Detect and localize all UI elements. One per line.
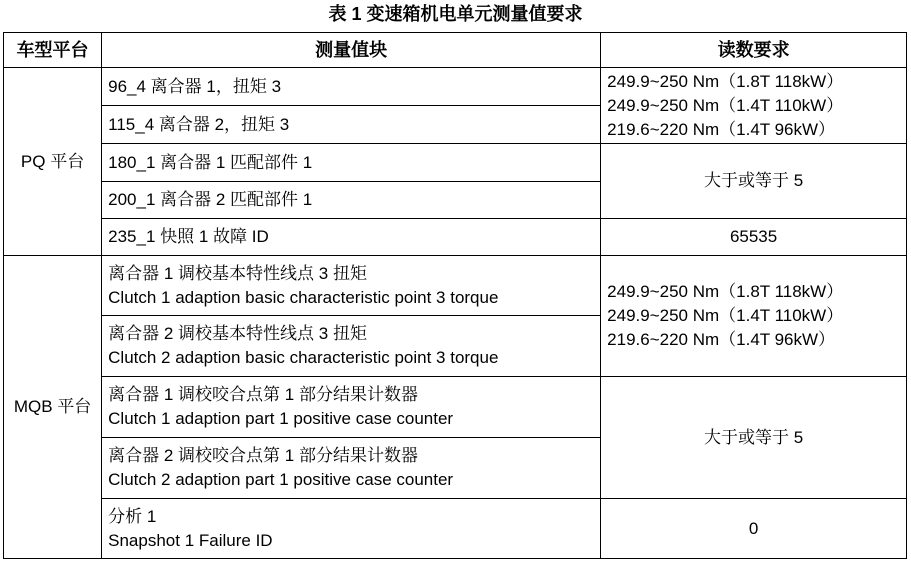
table-caption: 表 1 变速箱机电单元测量值要求	[328, 4, 583, 24]
table-row	[4, 144, 907, 182]
platform-pq: PQ 平台	[4, 68, 102, 256]
requirement-line: 219.6~220 Nm（1.4T 96kW）	[607, 119, 836, 139]
block-en: Clutch 1 adaption part 1 positive case counter	[108, 409, 454, 428]
match-requirement-pq: 大于或等于 5	[601, 144, 907, 219]
requirement-line: 249.9~250 Nm（1.4T 110kW）	[607, 306, 844, 325]
block-cell	[102, 499, 601, 559]
failure-requirement-pq: 65535	[601, 219, 907, 256]
block-cn: 离合器 1 调校咬合点第 1 部分结果计数器	[108, 385, 418, 404]
block-en: Clutch 1 adaption basic characteristic point 3 torque	[108, 287, 499, 307]
block-cn: 离合器 1 调校基本特性线点 3 扭矩	[108, 263, 367, 283]
block-cell: 180_1 离合器 1 匹配部件 1	[102, 144, 601, 182]
block-en: Snapshot 1 Failure ID	[108, 530, 273, 550]
block-cell	[102, 256, 601, 316]
block-cell: 200_1 离合器 2 匹配部件 1	[102, 182, 601, 219]
block-cell	[102, 438, 601, 499]
requirement-line: 249.9~250 Nm（1.4T 110kW）	[607, 95, 844, 115]
failure-requirement-mqb: 0	[601, 499, 907, 559]
header-platform: 车型平台	[4, 33, 102, 68]
block-cn: 离合器 2 调校基本特性线点 3 扭矩	[108, 324, 367, 343]
table-row	[4, 68, 907, 106]
block-cell: 115_4 离合器 2，扭矩 3	[102, 106, 601, 144]
header-block: 测量值块	[102, 33, 601, 68]
platform-mqb: MQB 平台	[4, 256, 102, 559]
block-cn: 分析 1	[108, 506, 157, 526]
measurement-table	[3, 32, 907, 559]
counter-requirement-mqb: 大于或等于 5	[601, 377, 907, 499]
block-cn: 离合器 2 调校咬合点第 1 部分结果计数器	[108, 446, 418, 465]
torque-requirement-mqb	[601, 256, 907, 377]
requirement-line: 249.9~250 Nm（1.8T 118kW）	[607, 282, 844, 301]
torque-requirement-pq	[601, 68, 907, 144]
table-row	[4, 499, 907, 559]
block-en: Clutch 2 adaption basic characteristic point 3 torque	[108, 348, 499, 367]
block-cell	[102, 316, 601, 377]
table-row	[4, 219, 907, 256]
block-cell	[102, 377, 601, 438]
block-en: Clutch 2 adaption part 1 positive case counter	[108, 470, 454, 489]
table-row	[4, 256, 907, 316]
header-row	[4, 33, 907, 68]
table-row	[4, 377, 907, 438]
header-requirement: 读数要求	[601, 33, 907, 68]
block-cell: 96_4 离合器 1，扭矩 3	[102, 68, 601, 106]
block-cell: 235_1 快照 1 故障 ID	[102, 219, 601, 256]
requirement-line: 219.6~220 Nm（1.4T 96kW）	[607, 330, 836, 349]
requirement-line: 249.9~250 Nm（1.8T 118kW）	[607, 71, 844, 91]
